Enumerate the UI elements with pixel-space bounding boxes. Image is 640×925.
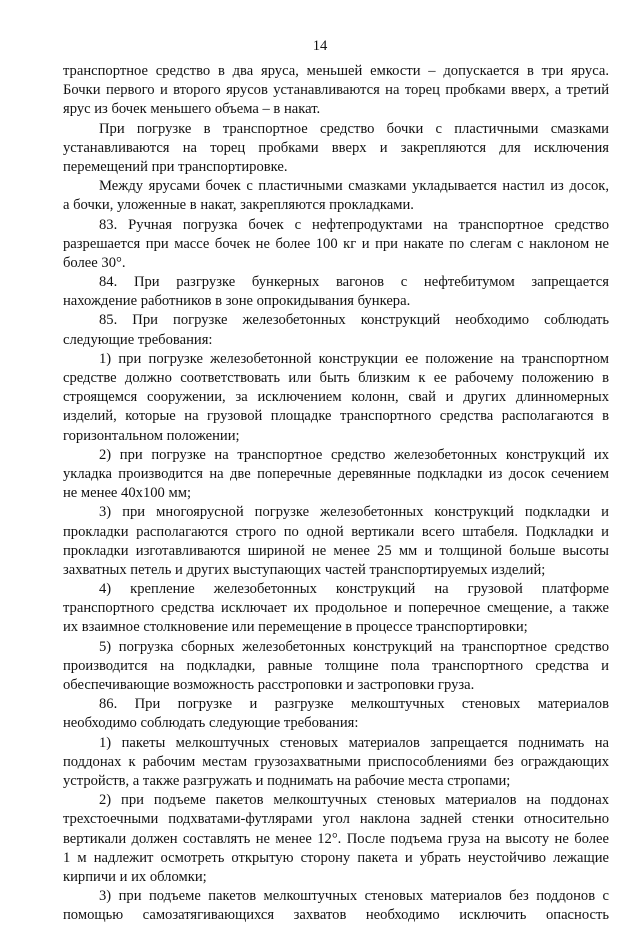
text-line: строящемся сооружении, за исключением колонн, свай и других длинномерных: [63, 389, 609, 406]
text-line: захватных петель и других выступающих частей транспортируемых изделий;: [63, 561, 546, 578]
text-line: укладка производится на две поперечные деревянные подкладки из досок сечением: [63, 465, 609, 482]
body-text: [63, 62, 609, 925]
text-line: 4) крепление железобетонных конструкций на грузовой платформе: [99, 581, 609, 598]
text-line: более 30°.: [63, 254, 126, 271]
text-line: необходимо соблюдать следующие требования:: [63, 715, 359, 732]
text-line: вертикали должен составлять не менее 12°. После подъема груза на высоту не более: [63, 830, 609, 847]
text-line: обеспечивающие возможность расстроповки и застроповки груза.: [63, 677, 475, 693]
text-line: нахождение работников в зоне опрокидывания бункера.: [63, 293, 411, 310]
text-line: 1) при погрузке железобетонной конструкции ее положение на транспортном: [99, 350, 609, 367]
text-line: средстве должно соответствовать или быть близким к ее рабочему положению в: [63, 370, 609, 386]
text-line: 5) погрузка сборных железобетонных конструкций на транспортное средство: [99, 638, 609, 655]
text-line: помощью самозатягивающихся захватов необходимо исключить опасность: [63, 907, 609, 924]
text-line: ярус из бочек меньшего объема – в накат.: [63, 101, 321, 118]
text-line: кирпичи и их обломки;: [63, 868, 207, 885]
text-line: транспортного средства исключает их продольное и поперечное смещение, а также: [63, 600, 609, 617]
text-line: трехстоечными подхватами-футлярами угол наклона задней стенки относительно: [63, 811, 609, 828]
text-line: 2) при погрузке на транспортное средство железобетонных конструкций их: [99, 446, 609, 463]
text-line: Между ярусами бочек с пластичными смазками укладывается настил из досок,: [99, 178, 609, 195]
text-line: следующие требования:: [63, 331, 213, 348]
text-line: 86. При погрузке и разгрузке мелкоштучных стеновых материалов: [99, 696, 609, 713]
text-line: прокладки располагаются строго по одной вертикали всего штабеля. Подкладки и: [63, 523, 609, 540]
text-line: их взаимное столкновение или перемещение в процессе транспортировки;: [63, 619, 528, 636]
text-line: горизонтальном положении;: [63, 427, 240, 444]
text-line: прокладки изготавливаются шириной не менее 25 мм и толщиной больше высоты: [63, 542, 609, 559]
text-line: 1 м надлежит осмотреть открытую сторону пакета и убрать неустойчиво лежащие: [63, 849, 609, 866]
text-line: При погрузке в транспортное средство бочки с пластичными смазками: [99, 120, 609, 137]
text-line: 84. При разгрузке бункерных вагонов с нефтебитумом запрещается: [99, 274, 609, 291]
text-line: 83. Ручная погрузка бочек с нефтепродуктами на транспортное средство: [99, 216, 609, 233]
text-line: устройств, а также разгружать и поднимать на рабочие места стропами;: [63, 772, 511, 789]
text-line: не менее 40x100 мм;: [63, 485, 192, 502]
text-line: поддонах к рабочим местам грузозахватными приспособлениями без ограждающих: [63, 753, 609, 770]
text-line: производится на подкладки, равные толщине пола транспортного средства и: [63, 657, 609, 674]
text-line: а бочки, уложенные в накат, закрепляются прокладками.: [63, 197, 414, 214]
text-line: 3) при многоярусной погрузке железобетонных конструкций подкладки и: [99, 504, 609, 521]
text-line: перемещений при транспортировке.: [63, 158, 288, 175]
text-line: 85. При погрузке железобетонных конструкций необходимо соблюдать: [99, 312, 609, 329]
text-line: Бочки первого и второго ярусов устанавливаются на торец пробками вверх, а третий: [63, 82, 609, 99]
text-line: 2) при подъеме пакетов мелкоштучных стеновых материалов на поддонах: [99, 792, 609, 809]
text-line: 3) при подъеме пакетов мелкоштучных стеновых материалов без поддонов с: [99, 888, 609, 905]
text-line: 1) пакеты мелкоштучных стеновых материалов запрещается поднимать на: [99, 734, 609, 751]
text-line: устанавливаются на торец пробками вверх и закрепляются для исключения: [63, 139, 609, 156]
text-line: изделий, которые на грузовой площадке транспортного средства располагаются в: [63, 408, 609, 425]
text-line: разрешается при массе бочек не более 100 кг и при накате по слегам с наклоном не: [63, 235, 609, 252]
text-line: транспортное средство в два яруса, меньшей емкости – допускается в три яруса.: [63, 63, 609, 79]
page-number: 14: [312, 38, 328, 54]
